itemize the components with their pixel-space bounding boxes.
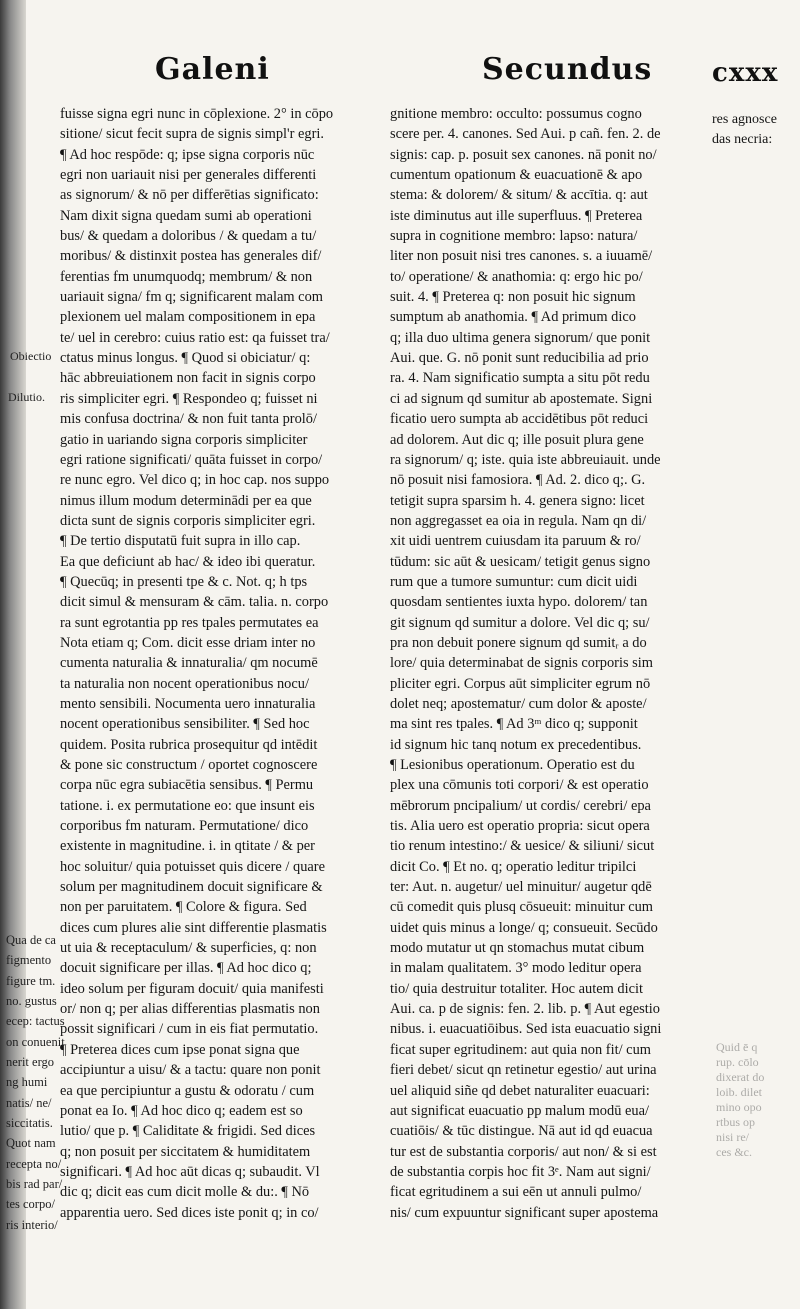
text-line: ctatus minus longus. ¶ Quod si obiciatur/ q: [60,350,311,367]
text-line: tūdum: sic aūt & uesicam/ tetigit genus signo [390,553,651,570]
text-line: scere per. 4. canones. Sed Aui. p cañ. fen. 2. de [390,126,661,143]
text-line: tur est de substantia corporis/ aut non/ & si est [390,1143,657,1160]
margin-gloss-line: loib. dilet [716,1085,762,1099]
text-line: corporibus fm naturam. Permutatione/ dico [60,818,309,835]
text-line: Aui. que. G. nō ponit sunt reducibilia ad prio [390,350,649,367]
text-line: gnitione membro: occulto: possumus cogno [390,106,642,122]
text-line: in malam qualitatem. 3° modo leditur opera [390,960,642,977]
right-margin-gloss-top [712,110,777,150]
text-line: ea que percipiuntur a gustu & odoratu / cum [60,1082,315,1099]
text-line: iste diminutus aut ille superfluus. ¶ Preterea [390,207,643,224]
text-line: pliciter egri. Corpus aūt simpliciter egrum nō [390,675,651,692]
text-line: ra signorum/ q; iste. quia iste abbreuiauit. unde [390,451,661,468]
text-line: ponat ea Io. ¶ Ad hoc dico q; eadem est so [60,1102,303,1119]
text-line: nibus. i. euacuatiōibus. Sed ista euacuatio signi [390,1021,662,1038]
text-line: docuit significare per illas. ¶ Ad hoc dico q; [60,960,312,977]
text-line: quidem. Posita rubrica prosequitur qd intēdit [60,736,318,753]
text-line: ¶ De tertio disputatū fuit supra in illo cap. [60,533,301,550]
margin-gloss-line: Quot nam [6,1136,56,1151]
text-line: Ea que deficiunt ab hac/ & ideo ibi queratur. [60,553,316,570]
text-line: ¶ Ad hoc respōde: q; ipse signa corporis nūc [60,146,315,163]
text-line: significari. ¶ Ad hoc aūt dicas q; subaudit. Vl [60,1163,320,1180]
text-line: supra in cognitione membro: lapso: natura/ [390,228,638,245]
text-line: dolet neq; apostematur/ cum dolor & aposte/ [390,695,647,712]
text-line: lore/ quia determinabat de signis corporis sim [390,655,653,672]
text-line: ris simpliciter egri. ¶ Respondeo q; fuisset ni [60,390,318,407]
text-line: ficat egritudinem a sui eēn ut annuli pulmo/ [390,1184,642,1201]
text-line: existente in magnitudine. i. in qtitate / & per [60,838,315,855]
text-line: as signorum/ & nō per differētias significato: [60,187,319,204]
text-line: tatione. i. ex permutatione eo: que insunt eis [60,797,315,814]
text-line: dic q; dicit eas cum dicit molle & du:. ¶ Nō [60,1184,310,1201]
text-line: hoc soluitur/ quia potuisset quis dicere / quare [60,858,325,875]
text-line: tio/ quia destruitur totaliter. Hoc autem dicit [390,980,643,997]
margin-gloss-line: natis/ ne/ [6,1095,52,1110]
text-line: fuisse signa egri nunc in cōplexione. 2° in cōpo [60,106,334,122]
text-line: stema: & dolorem/ & situm/ & accītia. q: aut [390,187,648,204]
margin-gloss-line: recepta no/ [6,1156,62,1171]
text-line: xit uidi uentrem cuiusdam ita paruum & ro/ [390,533,641,550]
text-line: tis. Alia uero est operatio propria: sicut opera [390,818,650,835]
text-line: ideo solum per figuram docuit/ quia manifesti [60,980,324,997]
text-line: te/ uel in cerebro: cuius ratio est: qa fuisset tra/ [60,329,330,346]
margin-gloss-line: siccitatis. [6,1116,53,1131]
text-line: Nota etiam q; Com. dicit esse driam inter no [60,634,316,651]
text-line: ra. 4. Nam significatio sumpta a situ pōt redu [390,370,650,387]
text-line: signis: cap. p. posuit sex canones. nā ponit no/ [390,146,657,163]
text-line: ¶ Preterea dices cum ipse ponat signa que [60,1041,300,1058]
running-head-author: Galeni [155,52,270,87]
text-line: nō posuit nisi famosiora. ¶ Ad. 2. dico q;. G. [390,472,646,489]
text-line: lutio/ que p. ¶ Caliditate & frigidi. Sed dices [60,1123,316,1140]
margin-gloss-line: tes corpo/ [6,1197,55,1212]
text-line: tetigit supra sparsim h. 4. genera signo: licet [390,492,645,509]
text-line: dicit Co. ¶ Et no. q; operatio leditur tripilci [390,858,637,875]
folio-number: cxxx [712,58,779,88]
margin-gloss-line: nerit ergo [6,1055,55,1070]
margin-gloss-line: dixerat do [716,1070,765,1084]
left-margin-gloss [6,930,65,1235]
margin-note-dilutio: Dilutio. [8,390,46,404]
margin-gloss-line: ces &c. [716,1145,752,1159]
text-line: Aui. ca. p de signis: fen. 2. lib. p. ¶ Aut egestio [390,1001,660,1018]
text-line: solum per magnitudinem docuit significare & [60,879,323,896]
text-line: ta naturalia non nocent operationibus nocu/ [60,675,309,692]
margin-gloss-line: rtbus op [716,1115,755,1129]
margin-gloss-line: figmento [6,953,52,968]
margin-gloss-line: bis rad par/ [6,1177,63,1192]
text-line: uel aliquid siñe qd debet naturaliter euacuari: [390,1082,650,1099]
text-line: suit. 4. ¶ Preterea q: non posuit hic signum [390,289,636,306]
margin-gloss-line: figure tm. [6,973,56,988]
text-line: cū comedit quis plusq cōsueuit: minuitur cum [390,899,653,916]
text-line: sumptum ab anathomia. ¶ Ad primum dico [390,309,636,326]
text-line: dicta sunt de signis corporis simpliciter egri. [60,512,316,529]
text-line: dicit simul & mensuram & cām. talia. n. corpo [60,594,329,611]
margin-gloss-line: res agnosce [712,112,777,127]
text-line: cumenta naturalia & innaturalia/ qm nocumē [60,655,318,672]
margin-gloss-line: rup. cōlo [716,1055,759,1069]
text-line: ferentias fm unumquodq; membrum/ & non [60,268,313,285]
text-line: git signum qd sumitur a dolore. Vel dic q; su/ [390,614,650,631]
text-line: or/ non q; per alias differentias plasmatis non [60,1001,320,1018]
text-line: ra sunt egrotantia pp res tpales permutates ea [60,614,319,631]
text-line: possit significari / cum in eis fiat permutatio. [60,1021,319,1038]
text-line: ficatio uero sumpta ab accidētibus pōt reduci [390,411,649,428]
text-line: ter: Aut. n. augetur/ uel minuitur/ augetur qdē [390,879,652,896]
text-line: non per paruitatem. ¶ Colore & figura. Sed [60,899,307,916]
text-line: to/ operatione/ & anathomia: q: ergo hic po/ [390,268,643,285]
margin-gloss-line: mino opo [716,1100,762,1114]
text-line: nimus illum modum determinādi per ea que [60,492,312,509]
text-line: ut uia & receptaculum/ & superficies, q: non [60,940,317,957]
text-line: fieri debet/ sicut qn retinetur egestio/ aut urina [390,1062,657,1079]
text-line: ficat super egritudinem: aut quia non fit/ cum [390,1041,651,1058]
text-line: cumentum opationum & euacuationē & apo [390,167,643,184]
margin-gloss-line: ng humi [6,1075,48,1090]
text-line: nis/ cum expuuntur significant super apostema [390,1204,659,1221]
text-line: rum que a tumore sumuntur: cum dicit uidi [390,573,638,590]
text-line: mento sensibili. Nocumenta uero innaturalia [60,695,316,712]
text-line: apparentia uero. Sed dices iste ponit q; in co/ [60,1204,319,1221]
margin-gloss-line: ris interio/ [6,1217,58,1232]
text-line: mēbrorum pncipalium/ ut cordis/ cerebri/ epa [390,797,651,814]
text-line: pra non debuit ponere signum qd sumitᵣ a do [390,634,647,651]
text-line: ci ad signum qd sumitur ab apostemate. Signi [390,390,653,407]
text-line: dices cum plures alie sint differentie plasmatis [60,919,327,936]
margin-gloss-line: Qua de ca [6,933,56,947]
text-line: quosdam sentientes iuxta hypo. dolorem/ tan [390,594,648,611]
text-line: gatio in uariando signa corporis simpliciter [60,431,308,448]
margin-gloss-line: on conuenit [6,1034,65,1049]
text-line: id signum hic tanq notum ex precedentibus. [390,736,642,753]
margin-gloss-line: das necria: [712,132,773,147]
text-column-left [60,104,370,1223]
text-line: uariauit signa/ fm q; significarent malam com [60,289,323,306]
text-line: ad dolorem. Aut dic q; ille posuit plura gene [390,431,644,448]
text-line: nocent operationibus sensibiliter. ¶ Sed hoc [60,716,310,733]
text-line: aut significat euacuatio pp malum modū eua/ [390,1102,649,1119]
margin-gloss-line: nisi re/ [716,1130,749,1144]
text-line: plex una cōmunis toti corpori/ & est operatio [390,777,649,794]
text-line: tio renum intestino:/ & uesice/ & siliuni/ sicut [390,838,655,855]
text-line: egri ratione significati/ quāta fuisset in corpo/ [60,451,323,468]
text-line: liter non posuit nisi tres canones. s. a iuuamē/ [390,248,653,265]
text-line: q; non posuit per siccitatem & humiditatem [60,1143,311,1160]
text-line: ¶ Lesionibus operationum. Operatio est du [390,757,635,773]
text-line: mis confusa doctrina/ & non fuit tanta prolō/ [60,411,317,428]
text-line: corpa nūc egra subiacētia sensibus. ¶ Permu [60,777,314,794]
text-line: q; illa duo ultima genera signorum/ que ponit [390,329,651,346]
margin-gloss-line: Quid ē q [716,1040,758,1054]
text-line: modo mutatur ut qn stomachus mutat cibum [390,940,645,957]
text-line: de substantia corpis hoc fit 3ᵉ. Nam aut signi/ [390,1163,651,1180]
text-line: egri non uariauit nisi per generales differenti [60,167,317,184]
text-line: Nam dixit signa quedam sumi ab operationi [60,207,312,224]
margin-gloss-line: ecep: tactus [6,1014,65,1029]
text-line: bus/ & quedam a doloribus / & quedam a tu/ [60,228,317,245]
text-line: uidet quis minus a longe/ q; consueuit. Secūdo [390,919,658,936]
text-line: ma sint res tpales. ¶ Ad 3ᵐ dico q; supponit [390,716,638,733]
text-line: re nunc egro. Vel dico q; in hoc cap. nos suppo [60,472,330,489]
text-line: accipiuntur a uisu/ & a tactu: quare non ponit [60,1062,321,1079]
right-margin-gloss-faded [716,1040,764,1160]
margin-gloss-line: no. gustus [6,994,57,1009]
text-line: cuatiōis/ & tūc distingue. Nā aut id qd euacua [390,1123,653,1140]
text-line: & pone sic constructum / oportet cognoscere [60,757,318,773]
running-head-book: Secundus [482,52,653,87]
text-line: non aggregasset ea oia in regula. Nam qn di/ [390,512,647,529]
text-line: ¶ Quecūq; in presenti tpe & c. Not. q; h tps [60,573,308,590]
text-line: hāc abbreuiationem non facit in signis corpo [60,370,316,387]
text-line: sitione/ sicut fecit supra de signis simpl'r egri. [60,126,324,143]
margin-note-objectio: Obiectio [10,349,52,363]
text-line: moribus/ & distinxit postea has generales dif/ [60,248,322,265]
text-column-right [390,104,708,1223]
text-line: plexionem uel malam compositionem in epa [60,309,316,326]
